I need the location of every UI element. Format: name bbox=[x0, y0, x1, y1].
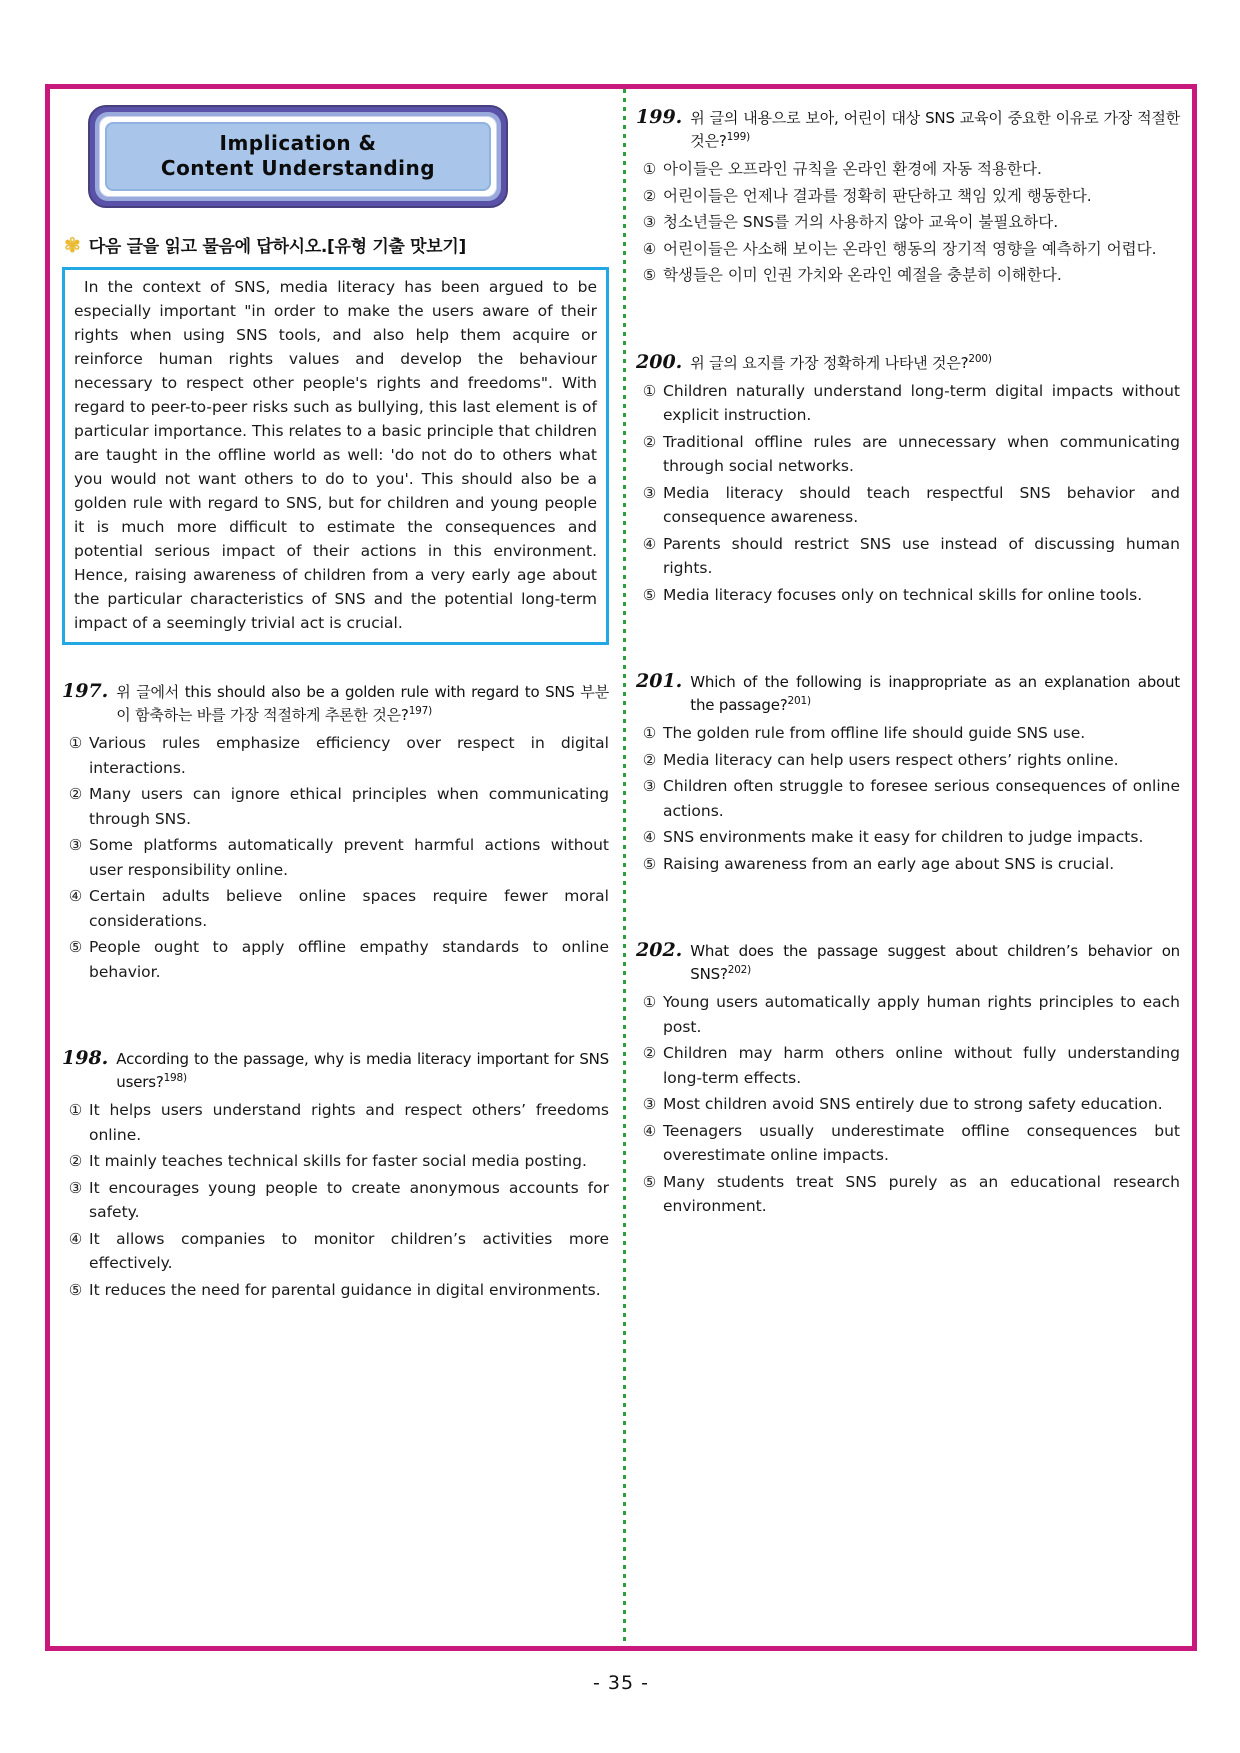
option-text: Parents should restrict SNS use instead of discussing human rights. bbox=[663, 534, 1180, 577]
option-marker: ① bbox=[642, 160, 657, 178]
option-marker: ① bbox=[642, 993, 657, 1011]
question-number: 199. bbox=[636, 106, 683, 128]
option-marker: ③ bbox=[68, 1178, 83, 1197]
section-badge-inner-ring bbox=[99, 116, 497, 197]
answer-option bbox=[636, 210, 1180, 235]
answer-option bbox=[62, 1227, 609, 1276]
question-number: 200. bbox=[636, 350, 683, 373]
question-footnote-ref: 200) bbox=[968, 352, 992, 365]
option-text: 아이들은 오프라인 규칙을 온라인 환경에 자동 적용한다. bbox=[663, 160, 1042, 178]
section-badge-panel bbox=[105, 122, 491, 191]
options-list bbox=[636, 990, 1180, 1219]
passage-box bbox=[62, 267, 609, 645]
option-text: Media literacy can help users respect others’ rights online. bbox=[663, 750, 1119, 769]
question-footnote-ref: 201) bbox=[787, 695, 811, 707]
option-marker: ① bbox=[642, 381, 657, 400]
option-marker: ⑤ bbox=[642, 585, 657, 604]
answer-option bbox=[636, 852, 1180, 877]
option-text: It allows companies to monitor children’s activities more effectively. bbox=[89, 1229, 609, 1272]
question-number: 198. bbox=[62, 1047, 109, 1069]
instruction-text: 다음 글을 읽고 물음에 답하시오.[유형 기출 맛보기] bbox=[88, 237, 467, 257]
option-text: 어린이들은 사소해 보이는 온라인 행동의 장기적 영향을 예측하기 어렵다. bbox=[663, 239, 1157, 258]
option-text: Children naturally understand long-term digital impacts without explicit instruction. bbox=[663, 381, 1180, 424]
question-stem: 위 글에서 this should also be a golden rule with regard to SNS 부분이 함축하는 바를 가장 적절하게 추론한 것은?$^{197)}$ bbox=[116, 683, 609, 724]
question-block bbox=[636, 669, 1180, 876]
option-marker: ③ bbox=[642, 213, 657, 231]
option-marker: ③ bbox=[642, 777, 657, 795]
option-text: Traditional offline rules are unnecessary when communicating through social networks. bbox=[663, 432, 1180, 475]
page-footer bbox=[45, 1672, 1197, 1694]
option-marker: ⑤ bbox=[68, 938, 83, 956]
option-marker: ④ bbox=[68, 887, 83, 905]
answer-option bbox=[636, 379, 1180, 428]
answer-option bbox=[636, 157, 1180, 182]
answer-option bbox=[62, 782, 609, 831]
question-number: 202. bbox=[636, 939, 683, 961]
option-text: Media literacy should teach respectful SNS behavior and consequence awareness. bbox=[663, 483, 1180, 526]
answer-option bbox=[636, 583, 1180, 608]
answer-option bbox=[636, 1041, 1180, 1090]
option-text: 청소년들은 SNS를 거의 사용하지 않아 교육이 불필요하다. bbox=[663, 213, 1059, 231]
option-text: Raising awareness from an early age about SNS is crucial. bbox=[663, 854, 1115, 873]
option-marker: ④ bbox=[642, 239, 657, 258]
question-footnote-ref: 197) bbox=[408, 705, 433, 717]
option-text: Teenagers usually underestimate offline consequences but overestimate online impacts. bbox=[663, 1121, 1180, 1164]
option-marker: ⑤ bbox=[68, 1280, 83, 1299]
option-marker: ⑤ bbox=[642, 854, 657, 873]
option-text: It reduces the need for parental guidance in digital environments. bbox=[89, 1280, 601, 1299]
question-block bbox=[636, 105, 1180, 288]
option-marker: ⑤ bbox=[642, 1172, 657, 1191]
option-text: Various rules emphasize efficiency over respect in digital interactions. bbox=[89, 734, 609, 777]
question-stem: 위 글의 요지를 가장 정확하게 나타낸 것은?$^{200)}$ bbox=[690, 352, 992, 372]
question-stem: Which of the following is inappropriate as an explanation about the passage?$^{201)}$ bbox=[690, 673, 1180, 714]
option-text: 학생들은 이미 인권 가치와 온라인 예절을 충분히 이해한다. bbox=[663, 266, 1062, 284]
badge-title-line2: Content Understanding bbox=[160, 156, 436, 180]
section-badge bbox=[88, 105, 508, 208]
page-number: - 35 - bbox=[593, 1672, 649, 1694]
badge-title-line1: Implication & bbox=[219, 131, 377, 155]
answer-option bbox=[636, 263, 1180, 288]
answer-option bbox=[636, 748, 1180, 773]
answer-option bbox=[636, 1092, 1180, 1117]
question-header bbox=[636, 105, 1180, 153]
instruction-row bbox=[62, 232, 609, 257]
option-marker: ④ bbox=[642, 534, 657, 553]
answer-option bbox=[636, 237, 1180, 262]
question-stem: 위 글의 내용으로 보아, 어린이 대상 SNS 교육이 중요한 이유로 가장 적절한 것은?$^{199)}$ bbox=[690, 109, 1180, 150]
passage-text: In the context of SNS, media literacy has been argued to be especially important "in order to make the users aware of their rights when using SNS tools, and also help them acquire or reinforce human rights values and develop the behaviour necessary to respect other people's rights and freedoms". With regard to peer-to-peer risks such as bullying, this last element is of particular importance. This relates to a basic principle that children are taught in the offline world as well: 'do not do to others what you would not want others to do to you'. This should also be a golden rule with regard to SNS, but for children and young people it is much more difficult to estimate the consequences and potential serious impact of their actions in this environment. Hence, raising awareness of children from a very early age about the particular characteristics of SNS and the potential long-term impact of a seemingly trivial act is crucial. bbox=[74, 278, 597, 632]
option-text: Media literacy focuses only on technical skills for online tools. bbox=[663, 585, 1143, 604]
question-footnote-ref: 198) bbox=[163, 1072, 187, 1084]
option-marker: ② bbox=[642, 750, 657, 769]
option-text: Young users automatically apply human rights principles to each post. bbox=[663, 993, 1180, 1036]
answer-option bbox=[62, 1176, 609, 1225]
answer-option bbox=[62, 935, 609, 984]
option-text: It helps users understand rights and respect others’ freedoms online. bbox=[89, 1101, 609, 1144]
page-border bbox=[45, 84, 1197, 1651]
right-column bbox=[626, 89, 1192, 1646]
options-list bbox=[636, 157, 1180, 288]
option-text: Some platforms automatically prevent harmful actions without user responsibility online. bbox=[89, 836, 609, 879]
answer-option bbox=[636, 532, 1180, 581]
option-text: It mainly teaches technical skills for faster social media posting. bbox=[89, 1152, 587, 1170]
option-text: It encourages young people to create anonymous accounts for safety. bbox=[89, 1178, 609, 1221]
question-footnote-ref: 199) bbox=[726, 131, 750, 143]
option-text: 어린이들은 언제나 결과를 정확히 판단하고 책임 있게 행동한다. bbox=[663, 186, 1092, 205]
question-stem: According to the passage, why is media literacy important for SNS users?$^{198)}$ bbox=[116, 1050, 609, 1091]
options-list bbox=[62, 1098, 609, 1302]
option-marker: ③ bbox=[68, 836, 83, 854]
question-number: 197. bbox=[62, 680, 109, 702]
option-marker: ④ bbox=[642, 1121, 657, 1140]
options-list bbox=[636, 721, 1180, 876]
question-header bbox=[636, 669, 1180, 717]
option-marker: ① bbox=[68, 1101, 83, 1119]
question-stem: What does the passage suggest about children’s behavior on SNS?$^{202)}$ bbox=[690, 942, 1180, 983]
option-marker: ② bbox=[642, 1044, 657, 1062]
answer-option bbox=[636, 1170, 1180, 1219]
answer-option bbox=[62, 731, 609, 780]
answer-option bbox=[62, 1149, 609, 1174]
answer-option bbox=[62, 1278, 609, 1303]
option-marker: ④ bbox=[642, 828, 657, 846]
left-question-list bbox=[62, 679, 609, 1302]
option-marker: ③ bbox=[642, 1095, 657, 1113]
question-block bbox=[62, 679, 609, 984]
option-text: Children often struggle to foresee serious consequences of online actions. bbox=[663, 777, 1180, 820]
question-footnote-ref: 202) bbox=[727, 964, 752, 976]
answer-option bbox=[636, 481, 1180, 530]
answer-option bbox=[636, 825, 1180, 850]
option-text: Children may harm others online without fully understanding long-term effects. bbox=[663, 1044, 1180, 1087]
option-text: Many users can ignore ethical principles when communicating through SNS. bbox=[89, 785, 609, 828]
flower-icon: ✾ bbox=[64, 232, 81, 257]
option-text: Most children avoid SNS entirely due to strong safety education. bbox=[663, 1095, 1163, 1113]
answer-option bbox=[62, 884, 609, 933]
page-content bbox=[50, 89, 1192, 1646]
right-question-list bbox=[636, 105, 1180, 1219]
question-block bbox=[636, 938, 1180, 1219]
option-text: Many students treat SNS purely as an educational research environment. bbox=[663, 1172, 1180, 1215]
question-header bbox=[636, 350, 1180, 375]
question-block bbox=[636, 350, 1180, 608]
left-column bbox=[50, 89, 623, 1646]
option-marker: ② bbox=[642, 432, 657, 451]
answer-option bbox=[636, 430, 1180, 479]
option-marker: ④ bbox=[68, 1229, 83, 1248]
options-list bbox=[62, 731, 609, 984]
option-marker: ② bbox=[642, 186, 657, 205]
option-marker: ② bbox=[68, 1152, 83, 1170]
answer-option bbox=[636, 184, 1180, 209]
answer-option bbox=[62, 833, 609, 882]
section-badge-ring bbox=[95, 112, 501, 201]
option-marker: ③ bbox=[642, 483, 657, 502]
answer-option bbox=[62, 1098, 609, 1147]
option-marker: ② bbox=[68, 785, 83, 803]
answer-option bbox=[636, 1119, 1180, 1168]
answer-option bbox=[636, 990, 1180, 1039]
option-text: People ought to apply offline empathy standards to online behavior. bbox=[89, 938, 609, 981]
answer-option bbox=[636, 721, 1180, 746]
question-header bbox=[636, 938, 1180, 986]
options-list bbox=[636, 379, 1180, 608]
option-marker: ① bbox=[642, 724, 657, 742]
option-text: The golden rule from offline life should guide SNS use. bbox=[663, 724, 1086, 742]
option-text: Certain adults believe online spaces require fewer moral considerations. bbox=[89, 887, 609, 930]
question-block bbox=[62, 1046, 609, 1302]
option-marker: ① bbox=[68, 734, 83, 752]
option-marker: ⑤ bbox=[642, 266, 657, 284]
question-header bbox=[62, 1046, 609, 1094]
answer-option bbox=[636, 774, 1180, 823]
question-number: 201. bbox=[636, 670, 683, 692]
option-text: SNS environments make it easy for children to judge impacts. bbox=[663, 828, 1144, 846]
question-header bbox=[62, 679, 609, 727]
